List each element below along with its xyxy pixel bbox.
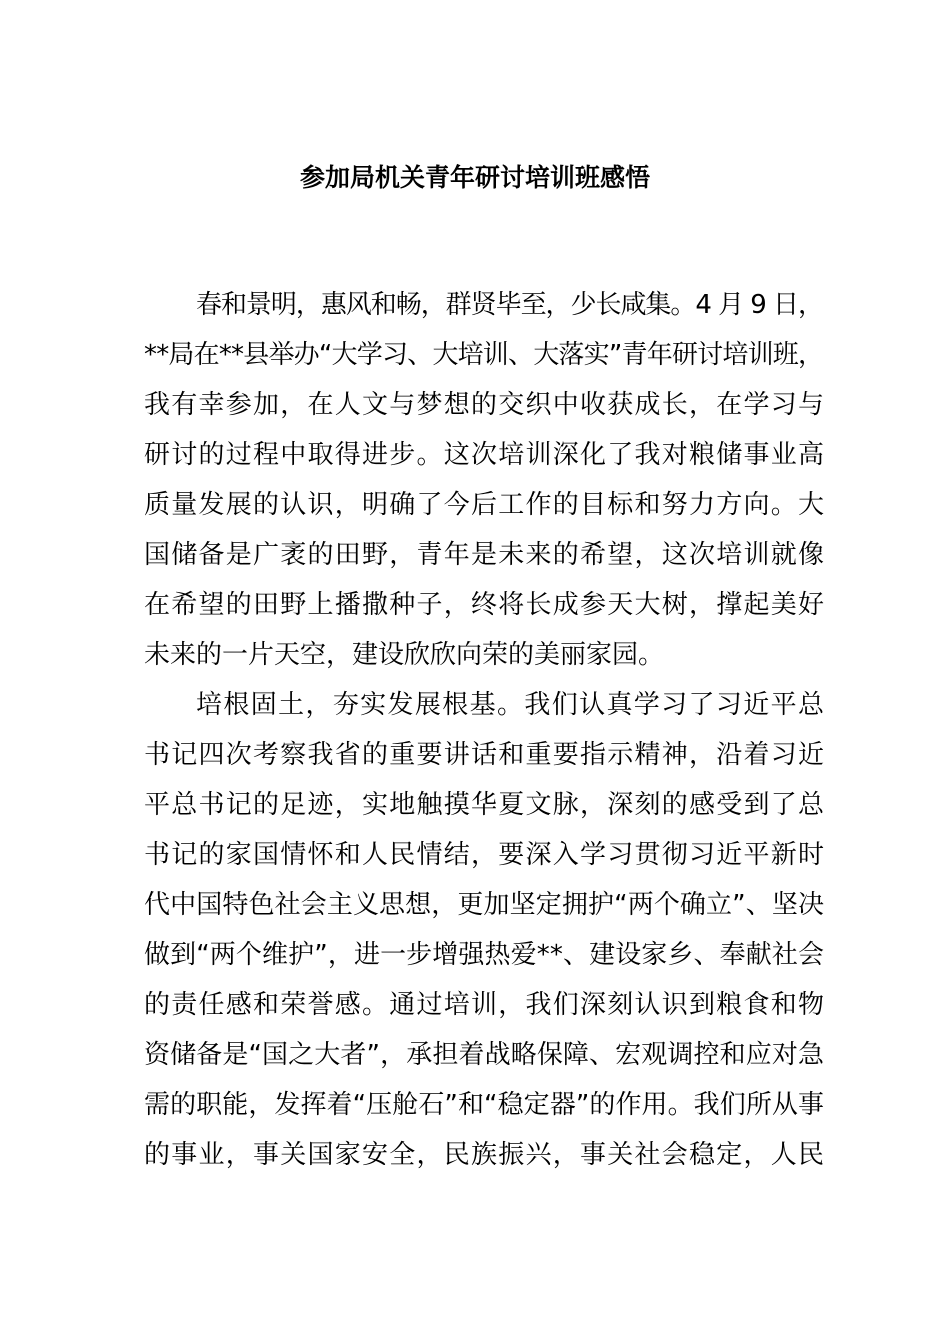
paragraph-2-line-8: 资储备是“国之大者”，承担着战略保障、宏观调控和应对急: [144, 1040, 825, 1070]
document-title: 参加局机关青年研讨培训班感悟: [299, 163, 650, 192]
paragraph-2-line-9: 需的职能，发挥着“压舱石”和“稳定器”的作用。我们所从事: [144, 1090, 825, 1120]
paragraph-2-line-10: 的事业，事关国家安全，民族振兴，事关社会稳定，人民: [144, 1140, 826, 1170]
paragraph-2-line-6: 做到“两个维护”，进一步增强热爱**、建设家乡、奉献社会: [144, 940, 825, 970]
document-body: [144, 280, 824, 1180]
paragraph-2-line-1: 培根固土，夯实发展根基。我们认真学习了习近平总: [196, 690, 826, 720]
paragraph-1-line-1: 春和景明，惠风和畅，群贤毕至，少长咸集。4 月 9 日，: [196, 290, 823, 320]
paragraph-2-line-3: 平总书记的足迹，实地触摸华夏文脉，深刻的感受到了总: [144, 790, 826, 820]
paragraph-1-line-7: 在希望的田野上播撒种子，终将长成参天大树，撑起美好: [144, 590, 826, 620]
paragraph-1-line-4: 研讨的过程中取得进步。这次培训深化了我对粮储事业高: [144, 440, 826, 470]
paragraph-1-line-3: 我有幸参加，在人文与梦想的交织中收获成长，在学习与: [144, 390, 826, 420]
paragraph-1-line-5: 质量发展的认识，明确了今后工作的目标和努力方向。大: [144, 490, 826, 520]
paragraph-2-line-2: 书记四次考察我省的重要讲话和重要指示精神，沿着习近: [144, 740, 826, 770]
paragraph-2-line-5: 代中国特色社会主义思想，更加坚定拥护“两个确立”、坚决: [144, 890, 825, 920]
paragraph-2-line-4: 书记的家国情怀和人民情结，要深入学习贯彻习近平新时: [144, 840, 826, 870]
paragraph-1-line-6: 国储备是广袤的田野，青年是未来的希望，这次培训就像: [144, 540, 826, 570]
paragraph-1-line-2: **局在**县举办“大学习、大培训、大落实”青年研讨培训班，: [144, 340, 824, 370]
paragraph-2-line-7: 的责任感和荣誉感。通过培训，我们深刻认识到粮食和物: [144, 990, 826, 1020]
paragraph-1-line-8: 未来的一片天空，建设欣欣向荣的美丽家园。: [144, 640, 665, 670]
